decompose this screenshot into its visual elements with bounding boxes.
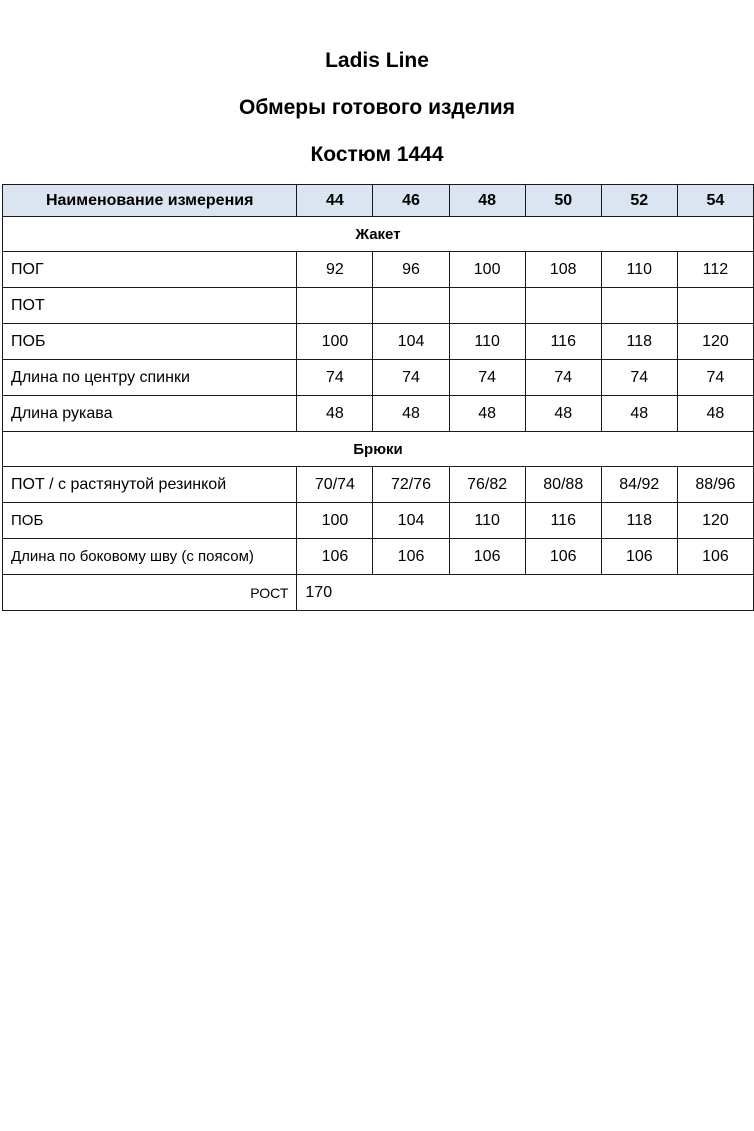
empty-cell (601, 575, 677, 611)
size-header: 54 (677, 185, 753, 217)
size-header: 50 (525, 185, 601, 217)
measurement-name-header: Наименование измерения (3, 185, 297, 217)
table-row (3, 503, 754, 539)
section-row (3, 217, 754, 252)
measurement-value: 116 (525, 503, 601, 539)
measurement-value: 106 (373, 539, 449, 575)
measurement-value (677, 288, 753, 324)
measurement-value: 108 (525, 252, 601, 288)
measurement-value: 48 (373, 396, 449, 432)
brand-name: Ladis Line (325, 49, 429, 72)
empty-cell (525, 575, 601, 611)
measurement-value: 110 (449, 324, 525, 360)
empty-cell (373, 575, 449, 611)
measurement-value: 104 (373, 503, 449, 539)
measurement-value: 76/82 (449, 467, 525, 503)
size-header: 46 (373, 185, 449, 217)
measurement-value: 106 (601, 539, 677, 575)
empty-cell (677, 575, 753, 611)
measurement-value: 106 (297, 539, 373, 575)
measurement-value: 106 (449, 539, 525, 575)
table-row (3, 288, 754, 324)
measurement-value: 100 (297, 503, 373, 539)
measurement-value: 106 (677, 539, 753, 575)
measurement-value (297, 288, 373, 324)
measurement-value: 70/74 (297, 467, 373, 503)
section-row (3, 432, 754, 467)
measurement-value: 74 (677, 360, 753, 396)
measurement-value: 74 (525, 360, 601, 396)
measurement-value (601, 288, 677, 324)
size-header: 52 (601, 185, 677, 217)
table-row (3, 360, 754, 396)
measurement-value: 74 (297, 360, 373, 396)
measurement-value: 116 (525, 324, 601, 360)
measurement-value: 72/76 (373, 467, 449, 503)
measurements-table (2, 184, 754, 611)
height-value: 170 (297, 575, 373, 611)
measurement-value (449, 288, 525, 324)
measurement-value: 84/92 (601, 467, 677, 503)
table-row (3, 252, 754, 288)
measurement-value: 100 (449, 252, 525, 288)
table-row (3, 467, 754, 503)
measurement-value: 48 (601, 396, 677, 432)
table-header-row (3, 185, 754, 217)
table-row (3, 324, 754, 360)
measurement-value: 118 (601, 503, 677, 539)
measurement-name: ПОГ (3, 252, 297, 288)
measurement-value: 120 (677, 324, 753, 360)
measurement-name: Длина рукава (3, 396, 297, 432)
measurement-value: 48 (677, 396, 753, 432)
size-header: 44 (297, 185, 373, 217)
section-title-jacket: Жакет (3, 217, 754, 252)
measurement-name: ПОТ / с растянутой резинкой (3, 467, 297, 503)
measurement-value: 120 (677, 503, 753, 539)
measurement-value: 80/88 (525, 467, 601, 503)
measurement-name: ПОБ (3, 324, 297, 360)
measurement-value: 106 (525, 539, 601, 575)
measurement-value: 74 (449, 360, 525, 396)
measurement-value: 88/96 (677, 467, 753, 503)
measurement-value: 96 (373, 252, 449, 288)
measurement-value: 104 (373, 324, 449, 360)
measurement-value: 118 (601, 324, 677, 360)
table-row (3, 396, 754, 432)
height-label: РОСТ (3, 575, 297, 611)
measurement-value: 92 (297, 252, 373, 288)
measurement-name: Длина по боковому шву (с поясом) (3, 539, 297, 575)
measurement-value: 74 (601, 360, 677, 396)
measurement-value: 112 (677, 252, 753, 288)
measurement-value (373, 288, 449, 324)
measurement-value: 48 (449, 396, 525, 432)
height-row (3, 575, 754, 611)
measurement-value: 48 (525, 396, 601, 432)
size-header: 48 (449, 185, 525, 217)
measurement-value: 48 (297, 396, 373, 432)
measurement-value: 110 (601, 252, 677, 288)
measurement-value: 74 (373, 360, 449, 396)
measurement-name: ПОБ (3, 503, 297, 539)
section-title-trousers: Брюки (3, 432, 754, 467)
measurement-value (525, 288, 601, 324)
measurement-value: 110 (449, 503, 525, 539)
product-title: Костюм 1444 (310, 143, 444, 166)
measurement-name: ПОТ (3, 288, 297, 324)
document-title: Обмеры готового изделия (239, 96, 515, 119)
measurement-name: Длина по центру спинки (3, 360, 297, 396)
table-row (3, 539, 754, 575)
empty-cell (449, 575, 525, 611)
measurement-value: 100 (297, 324, 373, 360)
